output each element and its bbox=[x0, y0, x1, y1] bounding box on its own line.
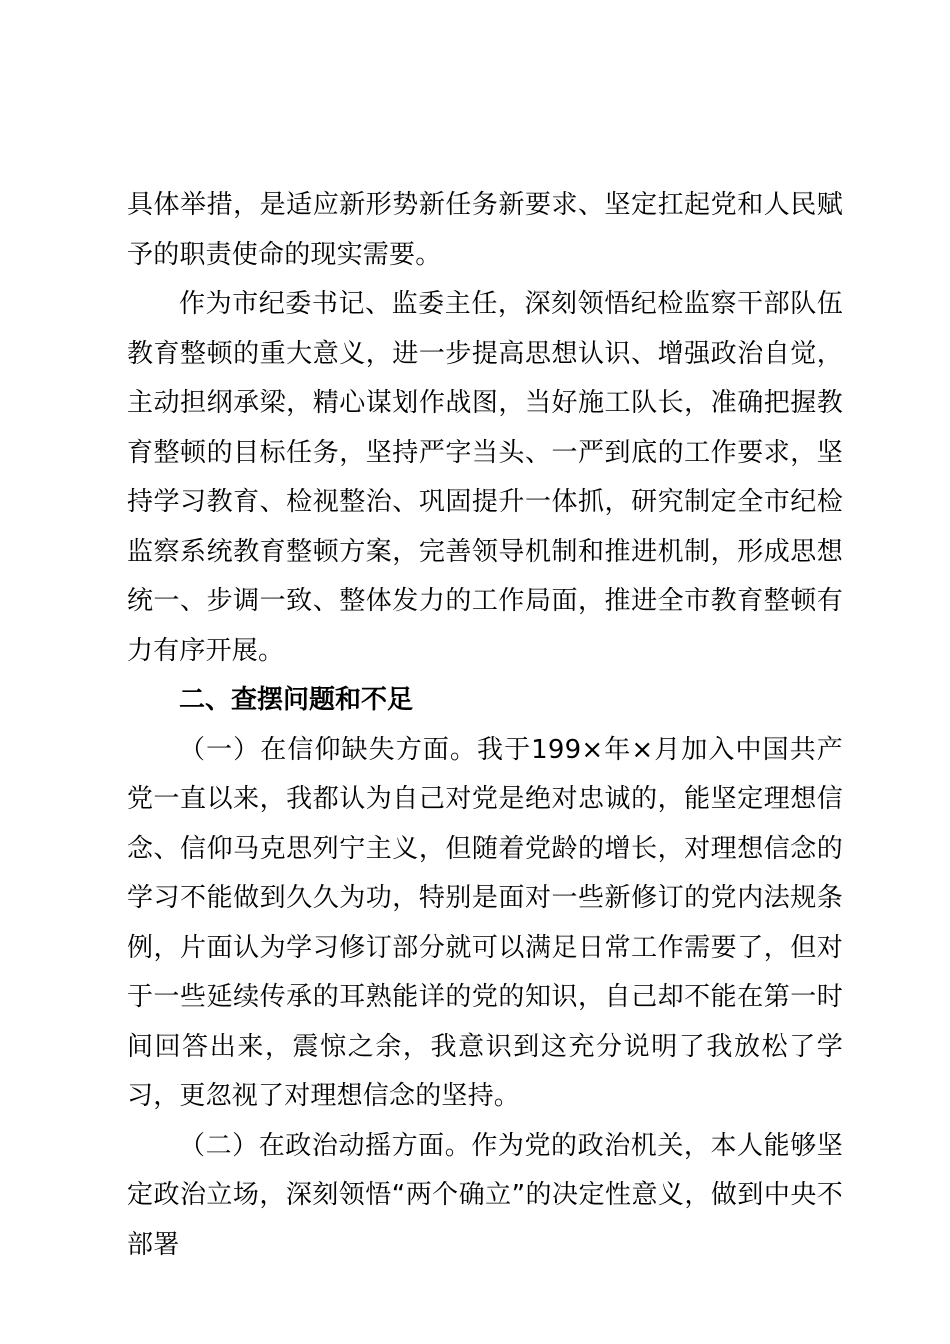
paragraph-continuation: 具体举措，是适应新形势新任务新要求、坚定扛起党和人民赋予的职责使命的现实需要。 bbox=[127, 190, 843, 270]
section-heading: 二、查摆问题和不足 bbox=[179, 685, 414, 715]
paragraph-body: （一）在信仰缺失方面。我于199×年×月加入中国共产党一直以来，我都认为自己对党是绝对忠诚的，能坚定理想信念、信仰马克思列宁主义，但随着党龄的增长，对理想信念的学习不能做到久久为功，特别是面对一些新修订的党内法规条例，片面认为学习修订部分就可以满足日常工作需要了，但对于一些延续传承的耳熟能详的党的知识，自己却不能在第一时间回答出来，震惊之余，我意识到这充分说明了我放松了学习，更忽视了对理想信念的坚持。 bbox=[127, 734, 843, 1111]
paragraph-body: 作为市纪委书记、监委主任，深刻领悟纪检监察干部队伍教育整顿的重大意义，进一步提高思想认识、增强政治自觉，主动担纲承梁，精心谋划作战图，当好施工队长，准确把握教育整顿的目标任务，坚持严字当头、一严到底的工作要求，坚持学习教育、检视整治、巩固提升一体抓，研究制定全市纪检监察系统教育整顿方案，完善领导机制和推进机制，形成思想统一、步调一致、整体发力的工作局面，推进全市教育整顿有力有序开展。 bbox=[127, 289, 843, 666]
document-body bbox=[127, 181, 843, 1270]
paragraph-body: （二）在政治动摇方面。作为党的政治机关，本人能够坚定政治立场，深刻领悟“两个确立”的决定性意义，做到中央不部署 bbox=[127, 1130, 843, 1260]
